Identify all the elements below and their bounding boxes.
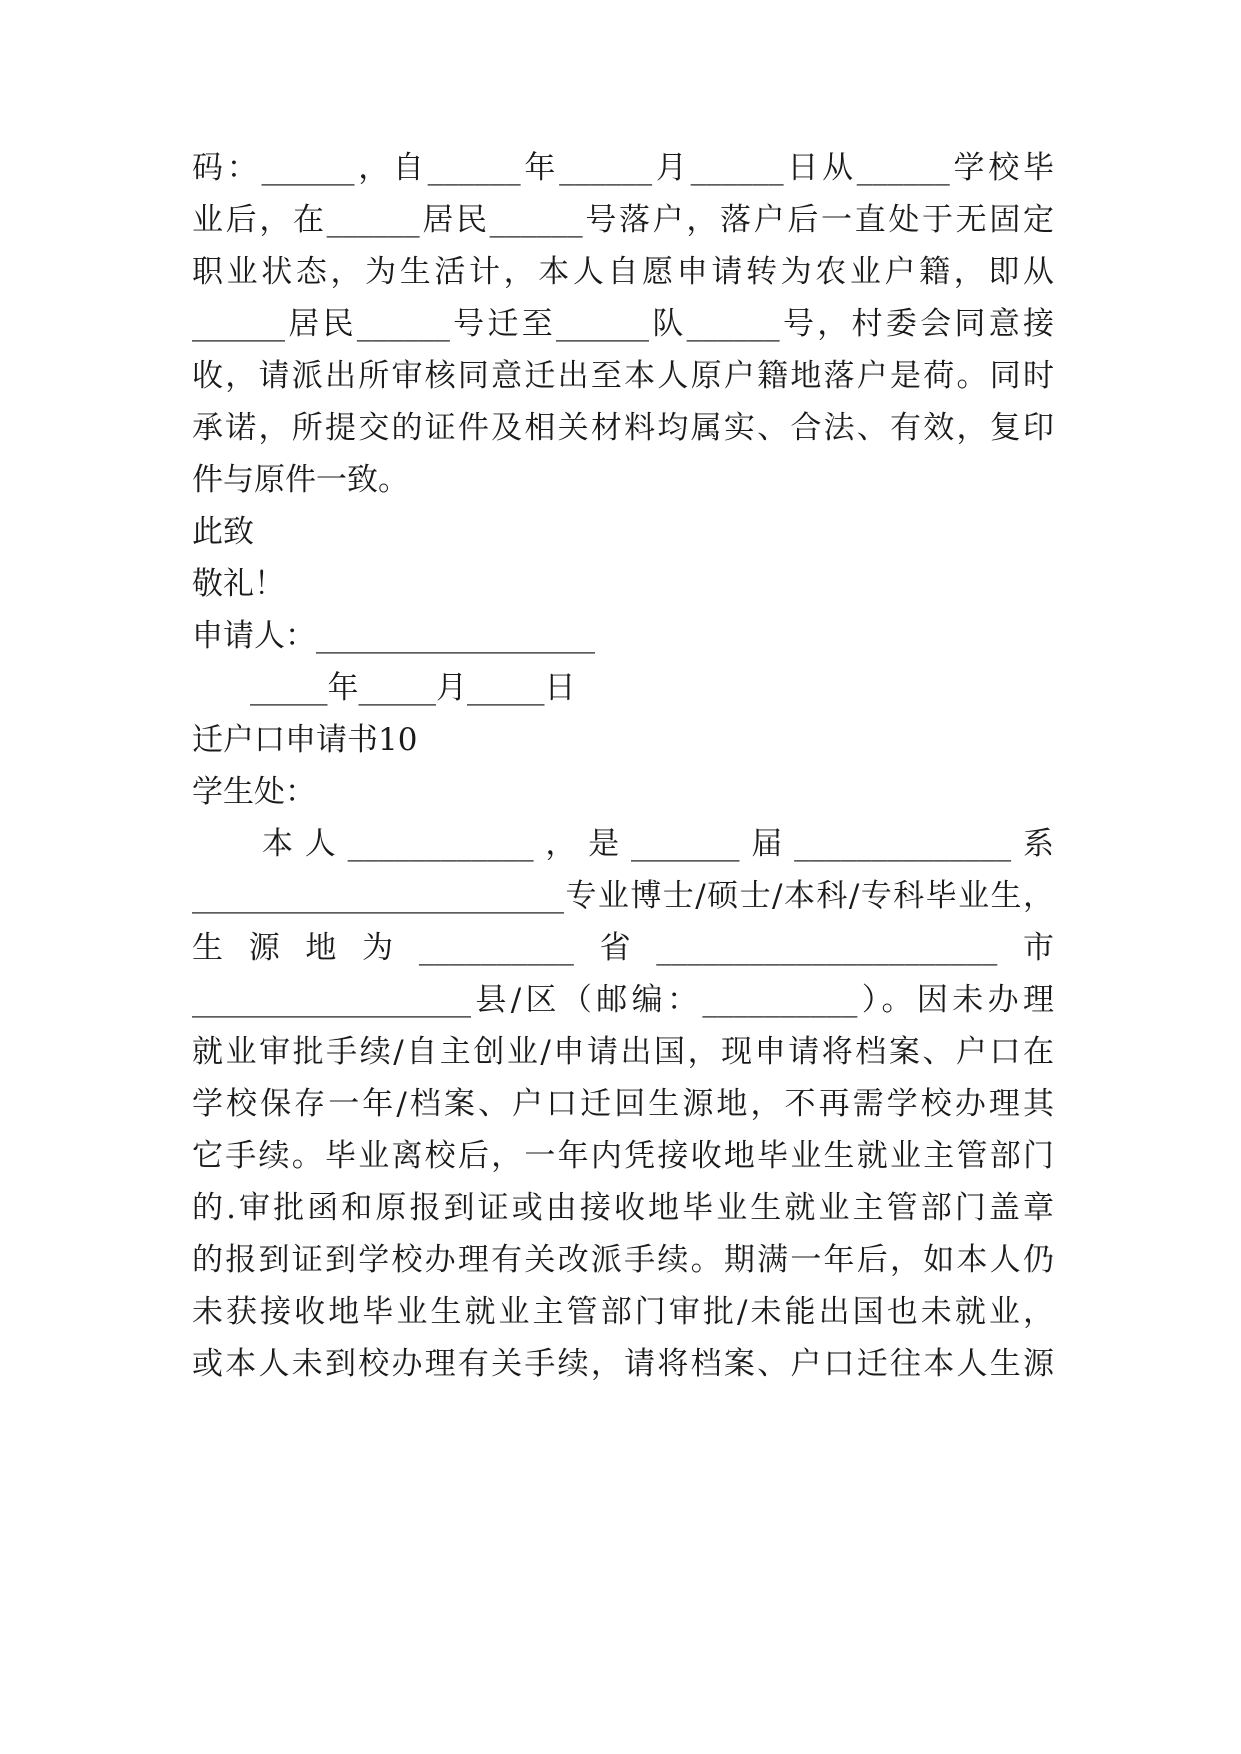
paragraph-line: 码：______，自______年______月______日从______学校毕 [192,150,1054,186]
paragraph-line: 学校保存一年/档案、户口迁回生源地，不再需学校办理其 [192,1086,1054,1122]
paragraph-line: 或本人未到校办理有关手续，请将档案、户口迁往本人生源 [192,1346,1054,1382]
paragraph-line: 生源地为__________省______________________市 [192,930,1054,966]
closing-regards: 敬礼！ [192,566,285,602]
addressee: 学生处： [192,774,316,810]
paragraph-line: 的.审批函和原报到证或由接收地毕业生就业主管部门盖章 [192,1190,1054,1226]
paragraph-line: 的报到证到学校办理有关改派手续。期满一年后，如本人仍 [192,1242,1054,1278]
paragraph-line: 收，请派出所审核同意迁出至本人原户籍地落户是荷。同时 [192,358,1054,394]
paragraph-line: ________________________专业博士/硕士/本科/专科毕业生， [192,878,1054,914]
paragraph-line: 就业审批手续/自主创业/申请出国，现申请将档案、户口在 [192,1034,1054,1070]
date-line: _____年_____月_____日 [250,670,576,706]
paragraph-line: 业后，在______居民______号落户，落户后一直处于无固定 [192,202,1054,238]
applicant-signature-line: 申请人：__________________ [192,618,595,654]
paragraph-line: 未获接收地毕业生就业主管部门审批/未能出国也未就业， [192,1294,1054,1330]
section-title: 迁户口申请书10 [192,722,418,758]
paragraph-line: __________________县/区（邮编：__________）。因未办理 [192,982,1054,1018]
paragraph-line: 本人____________，是_______届______________系 [262,826,1054,862]
closing-salutation: 此致 [192,514,254,550]
paragraph-line: 承诺，所提交的证件及相关材料均属实、合法、有效，复印 [192,410,1054,446]
paragraph-line: ______居民______号迁至______队______号，村委会同意接 [192,306,1054,342]
paragraph-line: 件与原件一致。 [192,462,409,498]
paragraph-line: 职业状态，为生活计，本人自愿申请转为农业户籍，即从 [192,254,1054,290]
paragraph-line: 它手续。毕业离校后，一年内凭接收地毕业生就业主管部门 [192,1138,1054,1174]
